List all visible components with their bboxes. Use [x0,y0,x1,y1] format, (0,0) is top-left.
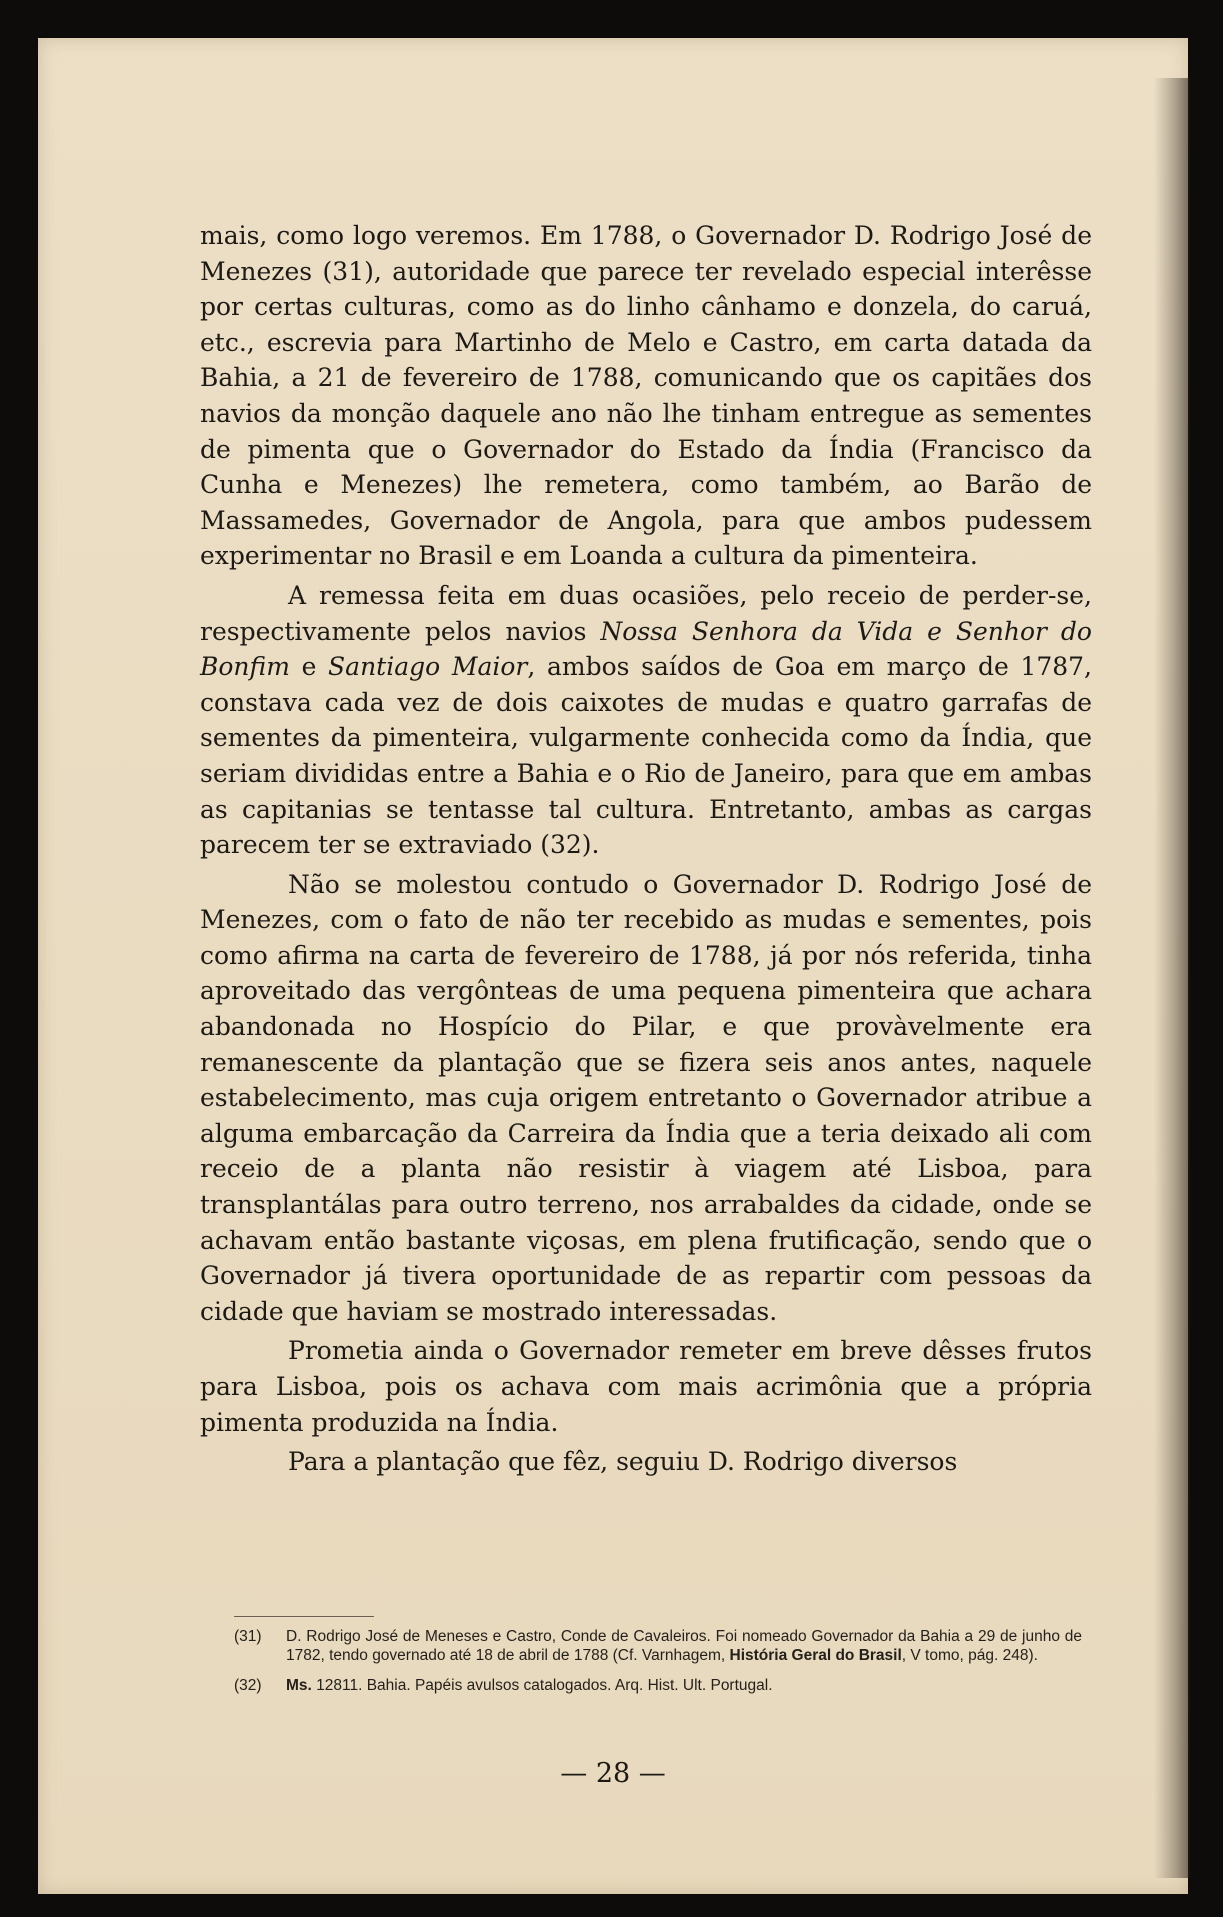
paragraph-4: Prometia ainda o Governador remeter em breve dêsses frutos para Lisboa, pois os achava com mais acrimônia que a própria pimenta produzida na Índia. [200,1336,1092,1437]
ship-name-2: Santiago Maior [328,652,528,682]
ship-name-1: Nossa Senhora da Vida e Senhor do Bonfim [200,616,1092,682]
paragraph-2-end: , ambos saídos de Goa em março de 1787, constava cada vez de dois caixotes de mudas e quatro garrafas de sementes da pimenteira, vulgarmente conhecida como da Índia, que seriam divididas entre a Bahia e o Rio de Janeiro, para que em ambas as capitanias se tentasse tal cultura. Entretanto, ambas as cargas parecem ter se extraviado (32). [200,652,1092,860]
footnote-ms-label: Ms. [286,1677,312,1694]
footnote-separator [234,1616,374,1617]
footnote-mark: (32) [234,1677,262,1694]
footnote-31 [234,1628,1082,1665]
paragraph-2-conjunction: e [289,652,329,682]
paragraph-1: mais, como logo veremos. Em 1788, o Governador D. Rodrigo José de Menezes (31), autoridade que parece ter revelado especial interêsse por certas culturas, como as do linho cânhamo e donzela, do caruá, etc., escrevia para Martinho de Melo e Castro, em carta datada da Bahia, a 21 de fevereiro de 1788, comunicando que os capitães dos navios da monção daquele ano não lhe tinham entregue as sementes de pimenta que o Governador do Estado da Índia (Francisco da Cunha e Menezes) lhe remetera, como também, ao Barão de Massamedes, Governador de Angola, para que ambos pudessem experimentar no Brasil e em Loanda a cultura da pimenteira. [200,221,1092,571]
page-edge-shadow [1154,78,1190,1878]
paragraph-3: Não se molestou contudo o Governador D. Rodrigo José de Menezes, com o fato de não ter recebido as mudas e sementes, pois como afirma na carta de fevereiro de 1788, já por nós referida, tinha aproveitado das vergônteas de uma pequena pimenteira que achara abandonada no Hospício do Pilar, e que provàvelmente era remanescente da plantação que se fizera seis anos antes, naquele estabelecimento, mas cuja origem entretanto o Governador atribue a alguma embarcação da Carreira da Índia que a teria deixado ali com receio de a planta não resistir à viagem até Lisboa, para transplantálas para outro terreno, nos arrabaldes da cidade, onde se achavam então bastante viçosas, em plena frutificação, sendo que o Governador já tivera oportunidade de as repartir com pessoas da cidade que haviam se mostrado interessadas. [200,869,1092,1326]
footnotes [234,1628,1082,1708]
footnote-32 [234,1677,1082,1696]
page-number: — 28 — [560,1758,666,1789]
main-text [200,218,1092,1480]
paragraph-2 [200,578,1092,863]
footnote-book-title: História Geral do Brasil [729,1646,902,1664]
footnote-text-end: , V tomo, pág. 248). [901,1646,1038,1664]
footnote-text: 12811. Bahia. Papéis avulsos catalogados. Arq. Hist. Ult. Portugal. [311,1677,773,1694]
book-page [38,38,1188,1894]
footnote-mark: (31) [234,1628,262,1645]
footnote-text: D. Rodrigo José de Meneses e Castro, Conde de Cavaleiros. Foi nomeado Governador da Bahia a 29 de junho de 1782, tendo governado até 18 de abril de 1788 (Cf. Varnhagem, [286,1628,1082,1664]
paragraph-2-start: A remessa feita em duas ocasiões, pelo receio de perder-se, respectivamente pelos navios [200,580,1092,646]
paragraph-5: Para a plantação que fêz, seguiu D. Rodrigo diversos [288,1447,958,1477]
